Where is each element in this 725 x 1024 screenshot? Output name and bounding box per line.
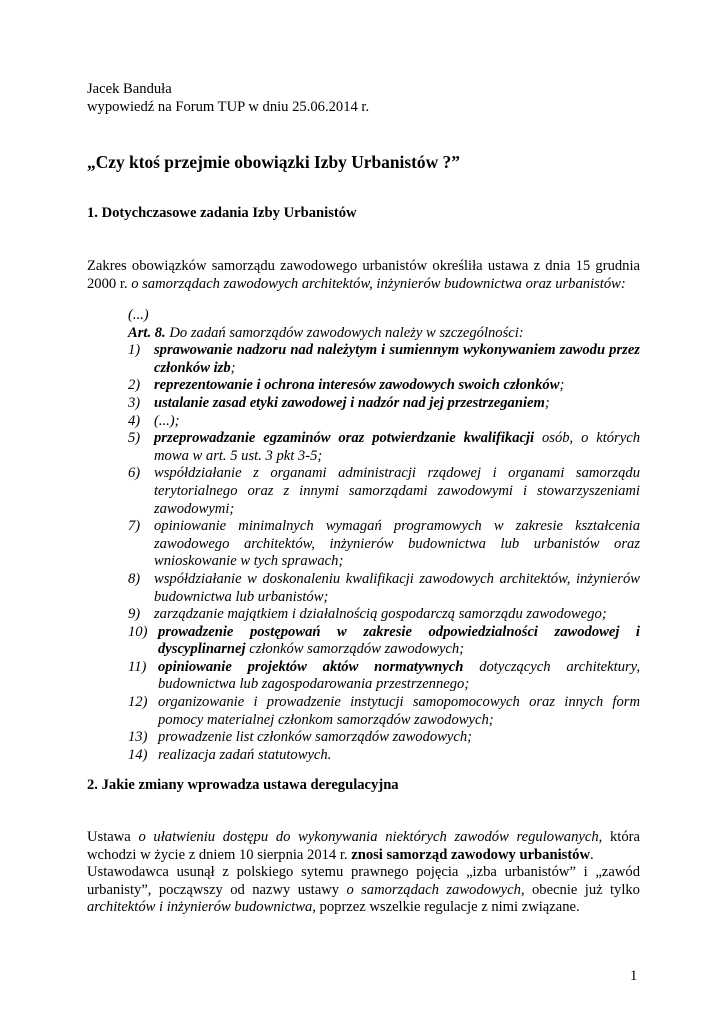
- article-intro-text: Do zadań samorządów zawodowych należy w szczególności:: [165, 324, 524, 341]
- item-text: współdziałanie w doskonaleniu kwalifikacji zawodowych architektów, inżynierów budownictwa lub urbanistów;: [154, 570, 640, 605]
- item-emphasis: ustalanie zasad etyki zawodowej i nadzór nad jej przestrzeganiem: [154, 394, 545, 411]
- section-2-paragraph-1: [87, 829, 640, 864]
- article-item: [128, 377, 640, 395]
- item-number: 8): [128, 570, 141, 587]
- page-number: 1: [630, 968, 638, 984]
- item-text: współdziałanie z organami administracji rządowej i organami samorządu terytorialnego oraz z innymi samorządami zawodowymi i stowarzyszeniami zawodowymi;: [154, 465, 640, 517]
- article-item: [128, 342, 640, 377]
- item-number: 7): [128, 518, 141, 535]
- item-number: 12): [128, 694, 148, 711]
- item-text: opiniowanie minimalnych wymagań programowych w zakresie kształcenia zawodowego architektów, inżynierów budownictwa lub urbanistów oraz wnioskowanie w tych sprawach;: [154, 518, 640, 570]
- document-title: „Czy ktoś przejmie obowiązki Izby Urbanistów ?”: [87, 152, 460, 172]
- header-block: [87, 81, 640, 116]
- item-number: 11): [128, 658, 147, 675]
- section-1-heading: 1. Dotychczasowe zadania Izby Urbanistów: [87, 205, 357, 221]
- section-2-paragraph-2: [87, 864, 640, 917]
- item-text: realizacja zadań statutowych.: [158, 746, 332, 763]
- article-item: [128, 430, 640, 465]
- p2-professions: architektów i inżynierów budownictwa: [87, 899, 313, 916]
- p2-text-e: , poprzez wszelkie regulacje z nimi związane.: [312, 899, 580, 916]
- quote-ellipsis: (...): [128, 307, 149, 323]
- p2-act-title: o samorządach zawodowych: [346, 881, 521, 898]
- p1-text-c: , która wchodzi w życie z dniem 10 sierpnia 2014 r.: [87, 829, 640, 863]
- item-text: osób, o których mowa w art. 5 ust. 3 pkt 3-5;: [154, 430, 640, 464]
- intro-plain-text: Zakres obowiązków samorządu zawodowego urbanistów określiła ustawa z dnia 15 grudnia 2000 r.: [87, 258, 640, 292]
- article-item: [128, 606, 640, 624]
- item-number: 6): [128, 465, 141, 482]
- p1-emphasis: znosi samorząd zawodowy urbanistów: [351, 846, 591, 863]
- article-item: [128, 624, 640, 659]
- article-intro: [128, 325, 640, 343]
- item-text: ;: [230, 359, 236, 376]
- article-item: [128, 729, 640, 747]
- article-item: [128, 413, 640, 431]
- item-text: dotyczących architektury, budownictwa lub zagospodarowania przestrzennego;: [158, 658, 640, 693]
- article-item: [128, 465, 640, 518]
- item-emphasis: reprezentowanie i ochrona interesów zawodowych swoich członków: [154, 377, 560, 394]
- p1-text-a: Ustawa: [87, 829, 139, 845]
- article-item: [128, 395, 640, 413]
- article-item: [128, 659, 640, 694]
- item-number: 13): [128, 729, 148, 746]
- item-text: (...);: [154, 412, 180, 429]
- article-item: [128, 747, 640, 765]
- item-text: ;: [544, 394, 550, 411]
- item-number: 5): [128, 430, 141, 447]
- p2-text-a: Ustawodawca usunął z polskiego sytemu prawnego pojęcia „izba urbanistów” i „zawód urbanisty”, począwszy od nazwy ustawy: [87, 864, 640, 898]
- section-2-heading: 2. Jakie zmiany wprowadza ustawa deregulacyjna: [87, 777, 399, 793]
- intro-act-title: o samorządach zawodowych architektów, inżynierów budownictwa oraz urbanistów:: [131, 275, 626, 292]
- item-emphasis: przeprowadzanie egzaminów oraz potwierdzanie kwalifikacji: [154, 430, 535, 447]
- item-number: 9): [128, 606, 141, 623]
- item-number: 2): [128, 377, 141, 394]
- item-text: prowadzenie list członków samorządów zawodowych;: [158, 729, 473, 746]
- article-items-list: [128, 342, 640, 764]
- item-text: zarządzanie majątkiem i działalnością gospodarczą samorządu zawodowego;: [154, 606, 607, 623]
- article-item: [128, 571, 640, 606]
- article-item: [128, 518, 640, 571]
- item-emphasis: opiniowanie projektów aktów normatywnych: [158, 658, 464, 675]
- section-1-intro: [87, 258, 640, 293]
- item-text: organizowanie i prowadzenie instytucji samopomocowych oraz innych form pomocy materialnej członkom samorządów zawodowych;: [158, 694, 640, 728]
- item-text: członków samorządów zawodowych;: [245, 641, 465, 658]
- author-subtitle: wypowiedź na Forum TUP w dniu 25.06.2014 r.: [87, 98, 370, 115]
- article-label: Art. 8.: [128, 324, 166, 341]
- p1-text-e: .: [590, 846, 594, 863]
- item-number: 1): [128, 342, 141, 359]
- item-number: 14): [128, 746, 148, 763]
- item-number: 10): [128, 623, 148, 640]
- author-name: Jacek Banduła: [87, 81, 172, 97]
- item-emphasis: sprawowanie nadzoru nad należytym i sumiennym wykonywaniem zawodu przez członków izb: [154, 342, 640, 376]
- item-text: ;: [559, 377, 565, 394]
- item-number: 3): [128, 394, 141, 411]
- section-2-body: [87, 829, 640, 917]
- p1-act-title: o ułatwieniu dostępu do wykonywania niektórych zawodów regulowanych: [138, 829, 599, 845]
- item-emphasis: prowadzenie postępowań w zakresie odpowiedzialności zawodowej i dyscyplinarnej: [158, 623, 640, 658]
- article-item: [128, 694, 640, 729]
- p2-text-c: , obecnie już tylko: [520, 881, 640, 898]
- article-quote: [128, 307, 640, 764]
- item-number: 4): [128, 412, 141, 429]
